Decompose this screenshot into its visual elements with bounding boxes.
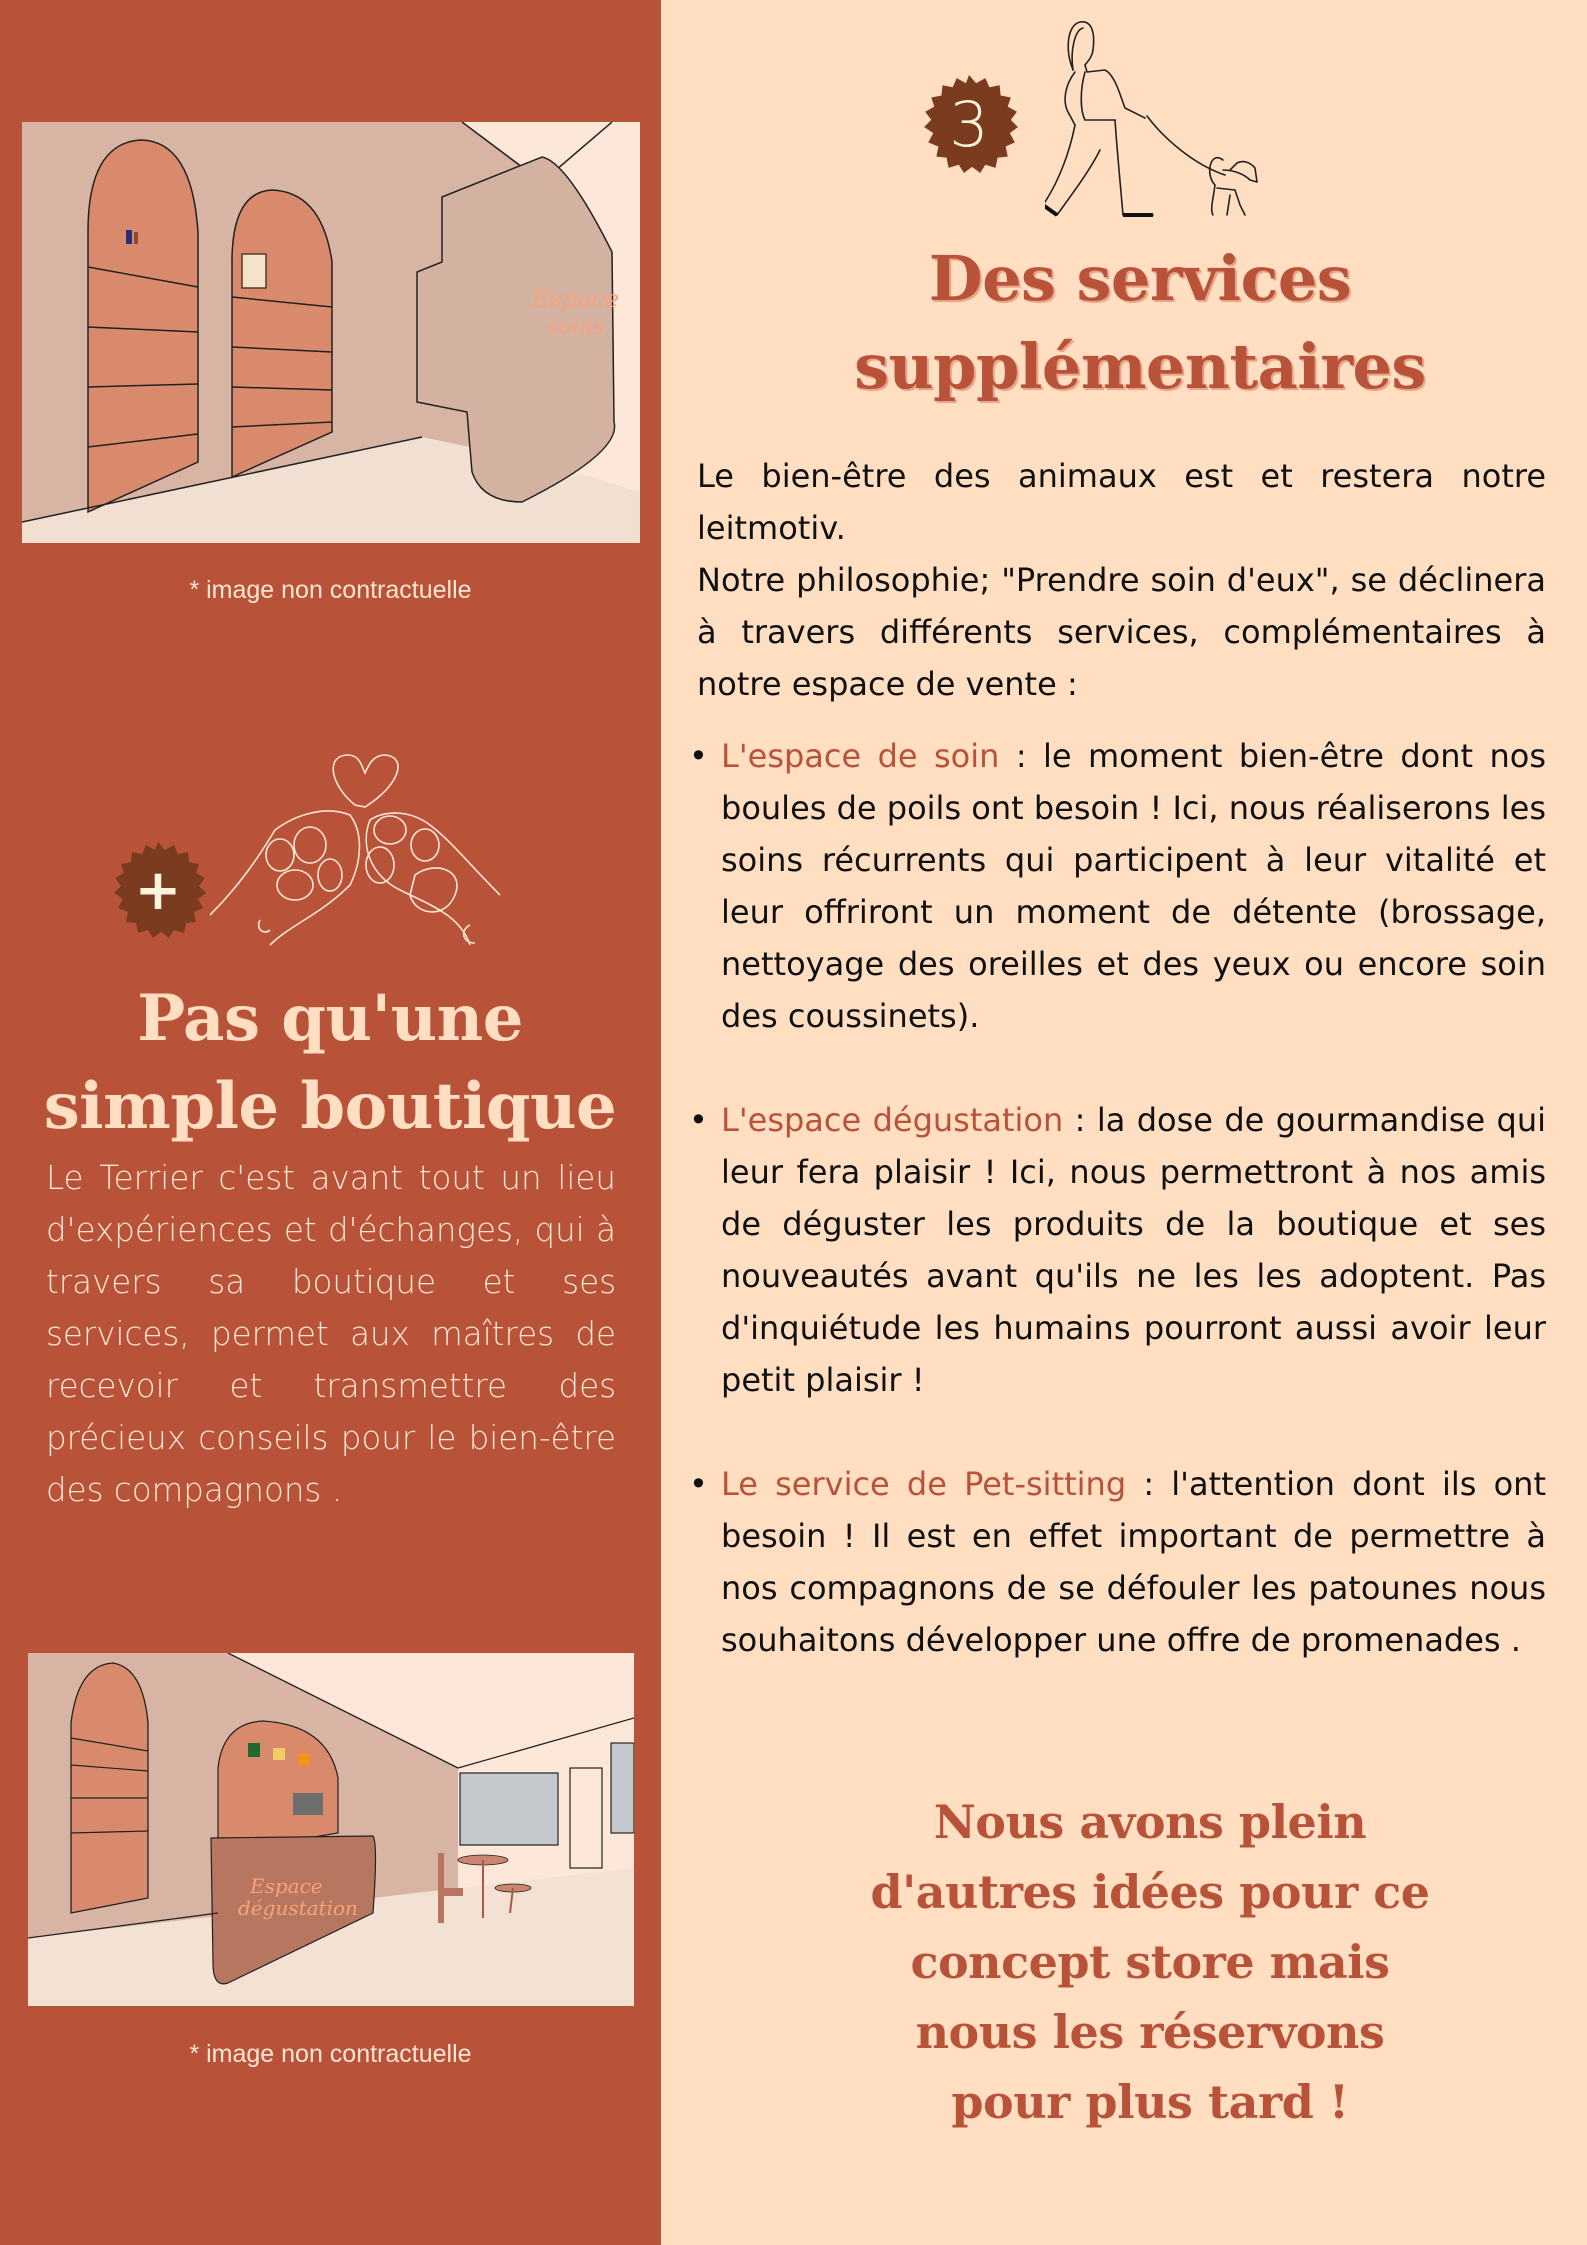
service-item-pet-sitting xyxy=(689,1458,1547,1666)
left-section-paragraph: Le Terrier c'est avant tout un lieu d'expériences et d'échanges, qui à travers sa boutique et ses services, permet aux maîtres de recevoir et transmettre des précieux conseils pour le bien-être des compagnons . xyxy=(46,1159,616,1509)
service-name: Le service de Pet-sitting xyxy=(721,1465,1127,1503)
closing-statement: Nous avons plein d'autres idées pour ce concept store mais nous les réservons pour plus tard ! xyxy=(870,1795,1430,2129)
intro-paragraph-1: Le bien-être des animaux est et restera notre leitmotiv. xyxy=(697,457,1546,547)
service-description: : l'attention dont ils ont besoin ! Il est en effet important de permettre à nos compagnons de se défouler les patounes nous souhaitons développer une offre de promenades . xyxy=(721,1465,1547,1659)
svg-text:soins: soins xyxy=(547,315,605,340)
intro-paragraph-2: Notre philosophie; "Prendre soin d'eux", se déclinera à travers différents services, complémentaires à notre espace de vente : xyxy=(697,561,1546,703)
image-caption-top: * image non contractuelle xyxy=(189,576,472,604)
intro-text xyxy=(697,450,1546,710)
service-name: L'espace dégustation xyxy=(721,1101,1064,1139)
service-item-degustation xyxy=(689,1094,1547,1406)
plus-badge xyxy=(108,840,208,940)
step-number-badge xyxy=(918,73,1020,175)
services-list xyxy=(689,730,1547,1718)
espace-soins-drawing xyxy=(22,122,640,543)
espace-degustation-sign: Espace xyxy=(250,1874,323,1898)
service-description: : le moment bien-être dont nos boules de poils ont besoin ! Ici, nous réaliserons les soins récurrents qui participent à leur vitalité et leur offriront un moment de détente (brossage, nettoyage des oreilles et des yeux ou encore soin des coussinets). xyxy=(721,737,1546,1035)
service-name: L'espace de soin xyxy=(721,737,1000,775)
left-column xyxy=(0,0,661,2245)
espace-soins-sign: Espace xyxy=(532,285,620,313)
step-number: 3 xyxy=(949,87,989,161)
espace-degustation-illustration xyxy=(28,1653,634,2006)
service-item-soin xyxy=(689,730,1546,1042)
woman-walking-dog-icon xyxy=(1045,10,1260,220)
espace-soins-illustration xyxy=(22,122,640,543)
image-caption-bottom: * image non contractuelle xyxy=(189,2040,472,2068)
bullet-icon: • xyxy=(689,1465,708,1503)
bullet-icon: • xyxy=(689,1101,708,1139)
left-section-title: Pas qu'une simple boutique xyxy=(43,981,617,1144)
right-section-title: Des services supplémentaires xyxy=(854,242,1426,403)
espace-degustation-drawing xyxy=(28,1653,634,2006)
service-description: : la dose de gourmandise qui leur fera plaisir ! Ici, nous permettront à nos amis de déguster les produits de la boutique et ses nouveautés avant qu'ils ne les les adoptent. Pas d'inquiétude les humains pourront aussi avoir leur petit plaisir ! xyxy=(721,1101,1547,1399)
paws-heart-icon xyxy=(200,745,520,965)
plus-icon: + xyxy=(134,857,182,923)
bullet-icon: • xyxy=(689,737,708,775)
svg-text:dégustation: dégustation xyxy=(238,1896,358,1920)
